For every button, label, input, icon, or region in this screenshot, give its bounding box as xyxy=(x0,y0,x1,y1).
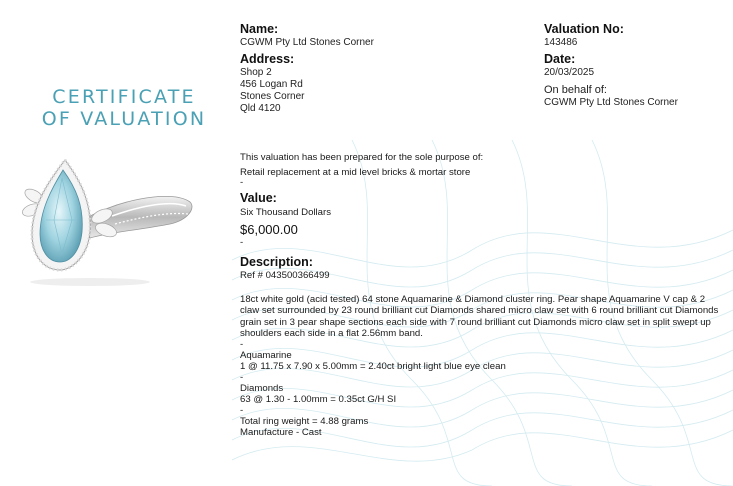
purpose-intro: This valuation has been prepared for the sole purpose of: xyxy=(240,152,484,163)
separator-dash: - xyxy=(240,371,244,383)
address-line: Qld 4120 xyxy=(240,103,281,114)
value-section xyxy=(240,191,720,248)
diamonds-detail: 63 @ 1.30 - 1.00mm = 0.35ct G/H SI xyxy=(240,394,397,405)
separator-dash: - xyxy=(240,177,244,188)
separator-dash: - xyxy=(240,338,244,350)
valuation-number-label: Valuation No: xyxy=(544,22,624,36)
valuation-number-value: 143486 xyxy=(544,37,578,48)
address-line: 456 Logan Rd xyxy=(240,79,303,90)
purpose-text: Retail replacement at a mid level bricks & mortar store xyxy=(240,166,471,178)
address-section xyxy=(240,52,304,115)
aquamarine-label: Aquamarine xyxy=(240,349,292,361)
name-section xyxy=(240,22,374,49)
manufacture: Manufacture - Cast xyxy=(240,427,322,438)
title-line-1: CERTIFICATE xyxy=(52,86,196,108)
description-section xyxy=(240,255,720,439)
diamonds-label: Diamonds xyxy=(240,382,284,394)
address-label: Address: xyxy=(240,52,295,66)
purpose-section xyxy=(240,152,720,188)
certificate-title xyxy=(24,86,224,130)
address-line: Stones Corner xyxy=(240,91,305,102)
separator-dash: - xyxy=(240,404,244,416)
total-weight: Total ring weight = 4.88 grams xyxy=(240,415,369,427)
on-behalf-label: On behalf of: xyxy=(544,84,607,96)
value-label: Value: xyxy=(240,191,277,205)
date-section xyxy=(544,52,678,109)
valuation-number-section xyxy=(544,22,624,49)
value-words: Six Thousand Dollars xyxy=(240,207,332,218)
date-value: 20/03/2025 xyxy=(544,67,595,78)
value-amount: $6,000.00 xyxy=(240,221,298,237)
description-body: 18ct white gold (acid tested) 64 stone Aquamarine & Diamond cluster ring. Pear shape Aquamarine V cap & 2 claw set surrounded by 23 round brilliant cut Diamonds shared micro claw set with 6 round brilliant cut Diamonds grain set in 3 pear shape sections each side with 7 round brilliant cut Diamonds micro claw set in split swept up shoulders each side in a flat 2.56mm band. xyxy=(240,293,719,339)
title-line-2: OF VALUATION xyxy=(41,108,207,130)
aquamarine-detail: 1 @ 11.75 x 7.90 x 5.00mm = 2.40ct bright light blue eye clean xyxy=(240,361,506,372)
description-label: Description: xyxy=(240,255,313,269)
date-label: Date: xyxy=(544,52,576,66)
reference-number: Ref # 043500366499 xyxy=(240,270,330,281)
separator-dash: - xyxy=(240,236,244,248)
address-line: Shop 2 xyxy=(240,67,272,78)
on-behalf-value: CGWM Pty Ltd Stones Corner xyxy=(544,97,678,108)
ring-photo xyxy=(20,150,200,290)
name-label: Name: xyxy=(240,22,279,36)
name-value: CGWM Pty Ltd Stones Corner xyxy=(240,37,374,48)
